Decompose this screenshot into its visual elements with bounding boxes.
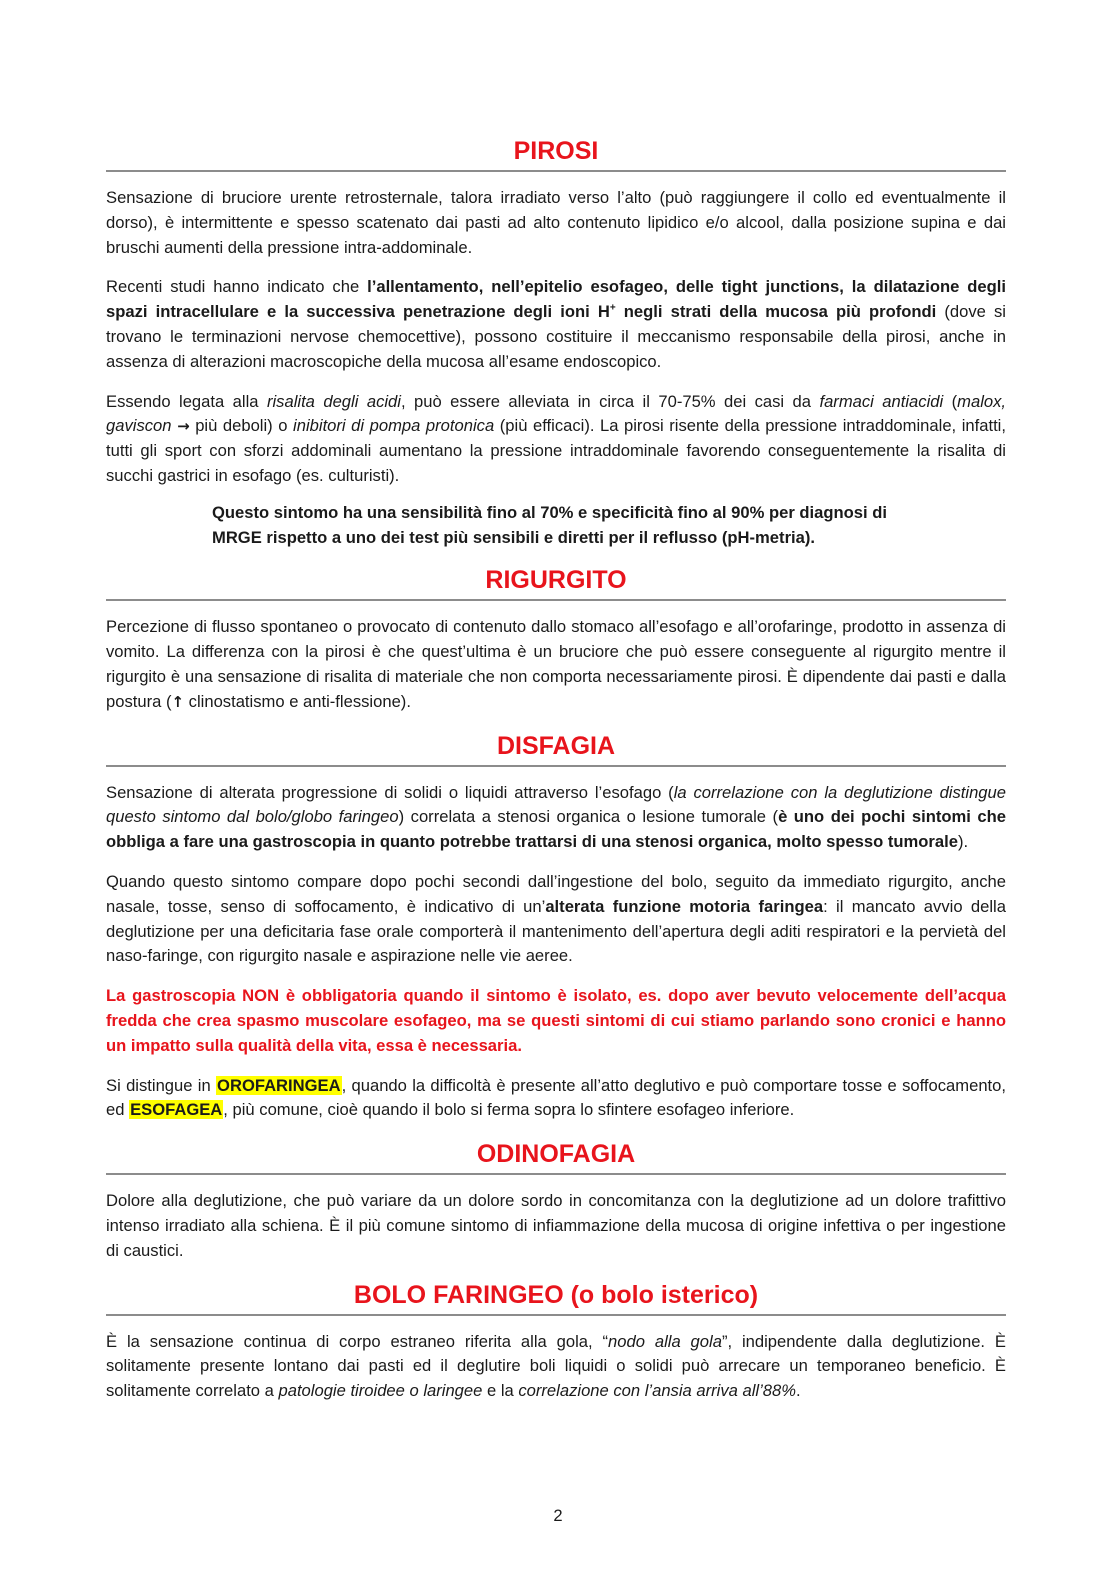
disfagia-paragraph-1: Sensazione di alterata progressione di solidi o liquidi attraverso l’esofago (la correlazione con la deglutizione distingue questo sintomo dal bolo/globo faringeo) correlata a stenosi organica o lesione tumorale (è uno dei pochi sintomi che obbliga a fare una gastroscopia in quanto potrebbe trattarsi di una stenosi organica, molto spesso tumorale). [106, 782, 1007, 852]
bolo-paragraph-1: È la sensazione continua di corpo estraneo riferita alla gola, “nodo alla gola”, indipendente dalla deglutizione. È solitamente presente lontano dai pasti ed il deglutire boli liquidi o solidi può arrecare un temporaneo beneficio. È solitamente correlato a patologie tiroidee o laringee e la correlazione con l’ansia arriva all’88%. [106, 1331, 1006, 1401]
section-title-disfagia: DISFAGIA [106, 730, 1006, 767]
page-number: 2 [553, 1506, 563, 1525]
rigurgito-paragraph-1: Percezione di flusso spontaneo o provocato di contenuto dallo stomaco all’esofago e all’orofaringe, prodotto in assenza di vomito. La differenza con la pirosi è che quest’ultima è un bruciore che può essere conseguente al rigurgito mentre il rigurgito è una sensazione di risalita di materiale che non comporta necessariamente pirosi. È dipendente dai pasti e dalla postura (↑ clinostatismo e anti-flessione). [106, 617, 1006, 711]
pirosi-paragraph-2: Recenti studi hanno indicato che l’allentamento, nell’epitelio esofageo, delle tight junctions, la dilatazione degli spazi intracellulare e la successiva penetrazione degli ioni H+ negli strati della mucosa più profondi (dove si trovano le terminazioni nervose chemocettive), possono costituire il meccanismo responsabile della pirosi, anche in assenza di alterazioni macroscopiche della mucosa all’esame endoscopico. [106, 277, 1006, 371]
highlight-esofagea: ESOFAGEA [130, 1100, 223, 1120]
pirosi-note: Questo sintomo ha una sensibilità fino al 70% e specificità fino al 90% per diagnosi di MRGE rispetto a uno dei test più sensibili e diretti per il reflusso (pH-metria). [212, 502, 887, 547]
section-title-rigurgito: RIGURGITO [106, 564, 1006, 601]
right-arrow-icon: → [177, 417, 190, 436]
up-arrow-icon: ↑ [171, 692, 185, 711]
odinofagia-paragraph-1: Dolore alla deglutizione, che può variare da un dolore sordo in concomitanza con la deglutizione ad un dolore trafittivo intenso irradiato alla schiena. È il più comune sintomo di infiammazione della mucosa di origine infettiva o per ingestione di caustici. [106, 1191, 1006, 1260]
section-title-pirosi: PIROSI [106, 135, 1006, 172]
highlight-orofaringea: OROFARINGEA [217, 1075, 341, 1095]
pirosi-paragraph-1: Sensazione di bruciore urente retrosternale, talora irradiato verso l’alto (può raggiungere il collo ed eventualmente il dorso), è intermittente e spesso scatenato dai pasti ad alto contenuto lipidico e/o alcool, dalla posizione supina e dai bruschi aumenti della pressione intra-addominale. [106, 188, 1006, 257]
document-page [106, 135, 1006, 1419]
section-title-bolo-faringeo: BOLO FARINGEO (o bolo isterico) [106, 1279, 1006, 1316]
section-title-odinofagia: ODINOFAGIA [106, 1138, 1006, 1175]
pirosi-paragraph-3: Essendo legata alla risalita degli acidi, può essere alleviata in circa il 70-75% dei casi da farmaci antiacidi (malox, gaviscon → più deboli) o inibitori di pompa protonica (più efficaci). La pirosi risente della pressione intraddominale, infatti, tutti gli sport con sforzi addominali aumentano la pressione intraddominale favorendo conseguentemente la risalita di succhi gastrici in esofago (es. culturisti). [106, 391, 1007, 485]
disfagia-paragraph-2: Quando questo sintomo compare dopo pochi secondi dall’ingestione del bolo, seguito da immediato rigurgito, anche nasale, tosse, senso di soffocamento, è indicativo di un’alterata funzione motoria faringea: il mancato avvio della deglutizione per una deficitaria fase orale comporterà il mantenimento dell’apertura degli aditi respiratori e la pervietà del naso-faringe, con rigurgito nasale e aspirazione nelle vie aeree. [106, 871, 1006, 966]
disfagia-paragraph-4: Si distingue in OROFARINGEA, quando la difficoltà è presente all’atto deglutivo e può comportare tosse e soffocamento, ed ESOFAGEA, più comune, cioè quando il bolo si ferma sopra lo sfintere esofageo inferiore. [106, 1075, 1006, 1120]
disfagia-warning-paragraph: La gastroscopia NON è obbligatoria quando il sintomo è isolato, es. dopo aver bevuto velocemente dell’acqua fredda che crea spasmo muscolare esofageo, ma se questi sintomi di cui stiamo parlando sono cronici e hanno un impatto sulla qualità della vita, essa è necessaria. [106, 986, 1006, 1055]
